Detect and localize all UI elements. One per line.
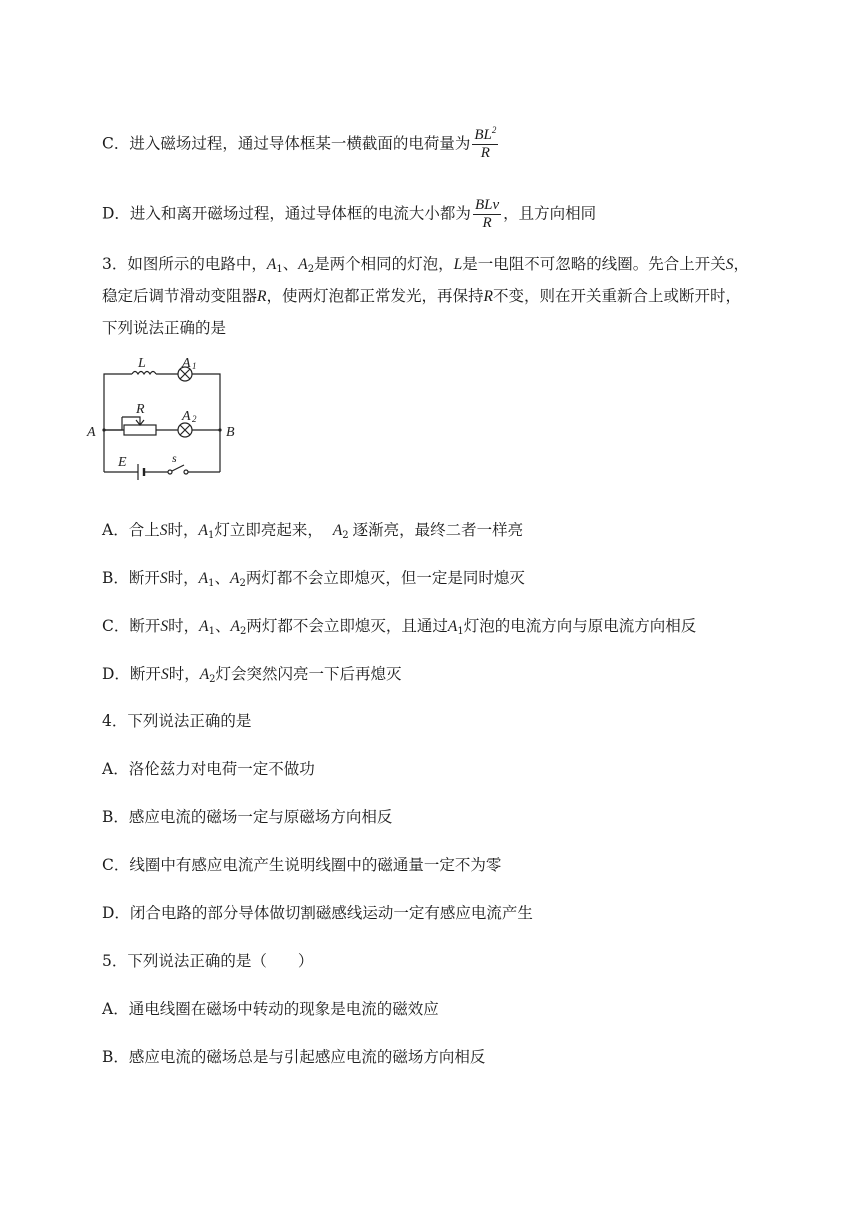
junction-b <box>218 428 221 431</box>
q4-option-c: C．线圈中有感应电流产生说明线圈中的磁通量一定不为零 <box>102 856 502 874</box>
switch-lever <box>172 465 184 471</box>
fraction-bl2-over-r: $\frac{BL^2}{R}$ <box>474 125 497 161</box>
q5-stem: 5．下列说法正确的是（ ） <box>102 952 314 970</box>
q5-option-b: B．感应电流的磁场总是与引起感应电流的磁场方向相反 <box>102 1048 486 1066</box>
label-a2-sub: 2 <box>192 414 197 424</box>
lamp-a2-cross <box>180 425 190 435</box>
slider-wire <box>122 417 140 424</box>
circuit-diagram <box>84 358 244 484</box>
switch-contact-left <box>168 470 172 474</box>
q3-option-b: B．断开S时，$A_1$、$A_2$两灯都不会立即熄灭，但一定是同时熄灭 <box>102 569 525 589</box>
q5-option-a: A．通电线圈在磁场中转动的现象是电流的磁效应 <box>102 1000 439 1018</box>
label-node-a: A <box>87 425 96 440</box>
label-r: R <box>136 402 145 417</box>
q2-option-c: C．进入磁场过程，通过导体框某一横截面的电荷量为 $\frac{BL^2}{R}$ <box>102 125 497 161</box>
label-node-b: B <box>226 425 235 440</box>
label-a1: A <box>182 358 191 371</box>
q3-option-a: A．合上S时，$A_1$灯立即亮起来， $A_2$ 逐渐亮，最终二者一样亮 <box>102 521 524 541</box>
wire-mid-left <box>104 417 122 430</box>
q3-option-c: C．断开S时，$A_1$、$A_2$两灯都不会立即熄灭，且通过$A_1$灯泡的电流方向与原电流方向相反 <box>102 617 697 637</box>
coil-l <box>132 372 156 375</box>
q2-option-d: D．进入和离开磁场过程，通过导体框的电流大小都为 $\frac{\text{BLv}}{R}$ ，且方向相同 <box>102 197 597 231</box>
resistor-r <box>124 425 156 435</box>
q3-stem-line-1: 3．如图所示的电路中，$A_1$、$A_2$是两个相同的灯泡，L是一电阻不可忽略的线圈。先合上开关S， <box>102 255 749 275</box>
fraction-blv-over-r: $\frac{\text{BLv}}{R}$ <box>474 197 500 231</box>
wire-top-left <box>104 374 132 392</box>
label-a2: A <box>182 409 191 424</box>
q4-option-d: D．闭合电路的部分导体做切割磁感线运动一定有感应电流产生 <box>102 904 533 922</box>
q4-option-a: A．洛伦兹力对电荷一定不做功 <box>102 760 315 778</box>
switch-contact-right <box>184 470 188 474</box>
q4-option-b: B．感应电流的磁场一定与原磁场方向相反 <box>102 808 393 826</box>
q3-option-d: D．断开S时，$A_2$灯会突然闪亮一下后再熄灭 <box>102 665 402 685</box>
label-a1-sub: 1 <box>192 361 197 371</box>
label-l: L <box>138 358 146 371</box>
q3-stem-line-3: 下列说法正确的是 <box>102 319 227 337</box>
wire-top-right <box>192 374 220 392</box>
label-s: s <box>172 451 177 465</box>
junction-a <box>102 428 105 431</box>
q3-stem-line-2: 稳定后调节滑动变阻器R，使两灯泡都正常发光，再保持R不变，则在开关重新合上或断开时， <box>102 287 741 305</box>
q4-stem: 4．下列说法正确的是 <box>102 712 252 730</box>
label-e: E <box>118 455 127 470</box>
